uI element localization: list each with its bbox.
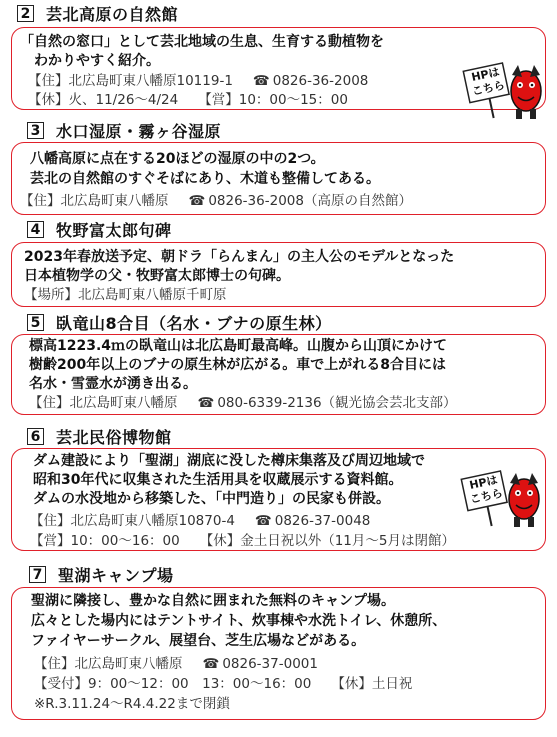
section-2-heading bbox=[17, 2, 178, 25]
hp-sign-line1: HPは bbox=[470, 65, 501, 84]
section-title: 水口湿原・霧ヶ谷湿原 bbox=[56, 122, 222, 141]
description-line: 八幡高原に点在する20ほどの湿原の中の2つ。 bbox=[30, 151, 325, 167]
description-line: 2023年春放送予定、朝ドラ「らんまん」の主人公のモデルとなった bbox=[24, 249, 455, 265]
phone: 0826-37-0001 bbox=[222, 656, 318, 672]
address-line bbox=[30, 512, 390, 531]
section-number: 2 bbox=[17, 5, 34, 22]
description-line: 広々とした場内にはテントサイト、炊事棟や水洗トイレ、休憩所、 bbox=[31, 613, 447, 629]
section-4-heading bbox=[27, 218, 172, 241]
reception-hours: 【受付】9：00～12：00 13：00～16：00 bbox=[34, 676, 312, 692]
section-title: 芸北高原の自然館 bbox=[46, 5, 179, 24]
hp-sign-line2: こちら bbox=[470, 78, 506, 99]
address-line bbox=[34, 655, 338, 674]
section-5-heading bbox=[27, 311, 332, 334]
closure-note: ※R.3.11.24～R4.4.22まで閉鎖 bbox=[34, 696, 230, 712]
description-line: 標高1223.4ｍの臥竜山は北広島町最高峰。山腹から山頂にかけて bbox=[29, 338, 448, 354]
hp-sign-line1: HPは bbox=[468, 473, 499, 492]
hours-line bbox=[30, 532, 475, 551]
section-6-heading bbox=[27, 425, 172, 448]
description-line: ダムの水没地から移築した、「中門造り」の民家も併設。 bbox=[33, 491, 390, 507]
address-line bbox=[28, 72, 388, 91]
section-number: 4 bbox=[27, 221, 44, 238]
closed-days: 【休】土日祝 bbox=[331, 676, 413, 692]
description-line: 樹齢200年以上のブナの原生林が広がる。車で上がれる8合目には bbox=[29, 357, 446, 373]
description-line: わかりやすく紹介。 bbox=[34, 53, 160, 69]
hours-line bbox=[28, 91, 368, 110]
description-line: ファイヤーサークル、展望台、芝生広場などがある。 bbox=[31, 633, 366, 649]
description-line: 昭和30年代に収集された生活用具を収蔵展示する資料館。 bbox=[33, 472, 403, 488]
address: 【住】北広島町東八幡原10119-1 bbox=[28, 73, 233, 89]
address-line bbox=[29, 394, 477, 413]
reception-line bbox=[34, 675, 432, 694]
section-number: 6 bbox=[27, 428, 44, 445]
description-line: 日本植物学の父・牧野富太郎博士の句碑。 bbox=[24, 268, 290, 284]
address: 【住】北広島町東八幡原 bbox=[34, 656, 183, 672]
phone: 0826-36-2008（高原の自然館） bbox=[208, 193, 412, 209]
phone: 080-6339-2136（観光協会芸北支部） bbox=[217, 395, 457, 411]
hp-link-sign[interactable] bbox=[458, 465, 548, 537]
description-line: 聖湖に隣接し、豊かな自然に囲まれた無料のキャンプ場。 bbox=[31, 593, 395, 609]
closed-days: 【休】金土日祝以外（11月～5月は閉館） bbox=[199, 533, 455, 549]
section-number: 7 bbox=[29, 566, 46, 583]
section-3-heading bbox=[27, 119, 221, 142]
business-hours: 【営】10：00～16：00 bbox=[30, 533, 180, 549]
description-line: 名水・雪霊水が湧き出る。 bbox=[29, 376, 197, 392]
phone: 0826-37-0048 bbox=[274, 513, 371, 529]
tel-icon: ☎ bbox=[254, 513, 272, 529]
section-7-heading bbox=[29, 563, 174, 586]
section-number: 3 bbox=[27, 122, 44, 139]
phone: 0826-36-2008 bbox=[272, 73, 369, 89]
tel-icon: ☎ bbox=[202, 656, 220, 672]
section-title: 芸北民俗博物館 bbox=[56, 428, 172, 447]
address-line bbox=[20, 192, 432, 211]
section-number: 5 bbox=[27, 314, 44, 331]
section-title: 聖湖キャンプ場 bbox=[58, 566, 174, 585]
address: 【住】北広島町東八幡原10870-4 bbox=[30, 513, 235, 529]
description-line: 「自然の窓口」として芸北地域の生息、生育する動植物を bbox=[20, 34, 384, 50]
business-hours: 【営】10：00～15：00 bbox=[198, 92, 348, 108]
section-title: 牧野富太郎句碑 bbox=[56, 221, 172, 240]
hp-sign-line2: こちら bbox=[468, 486, 504, 507]
tel-icon: ☎ bbox=[252, 73, 270, 89]
description-line: ダム建設により「聖湖」湖底に没した樽床集落及び周辺地域で bbox=[33, 453, 425, 469]
tel-icon: ☎ bbox=[197, 395, 215, 411]
hp-link-sign[interactable] bbox=[460, 57, 550, 129]
address: 【住】北広島町東八幡原 bbox=[29, 395, 178, 411]
address: 【住】北広島町東八幡原 bbox=[20, 193, 169, 209]
description-line: 芸北の自然館のすぐそばにあり、木道も整備してある。 bbox=[30, 171, 380, 187]
tel-icon: ☎ bbox=[188, 193, 206, 209]
closed-days: 【休】火、11/26～4/24 bbox=[28, 92, 179, 108]
section-title: 臥竜山8合目（名水・ブナの原生林） bbox=[56, 314, 332, 333]
place-line: 【場所】北広島町東八幡原千町原 bbox=[24, 287, 227, 303]
